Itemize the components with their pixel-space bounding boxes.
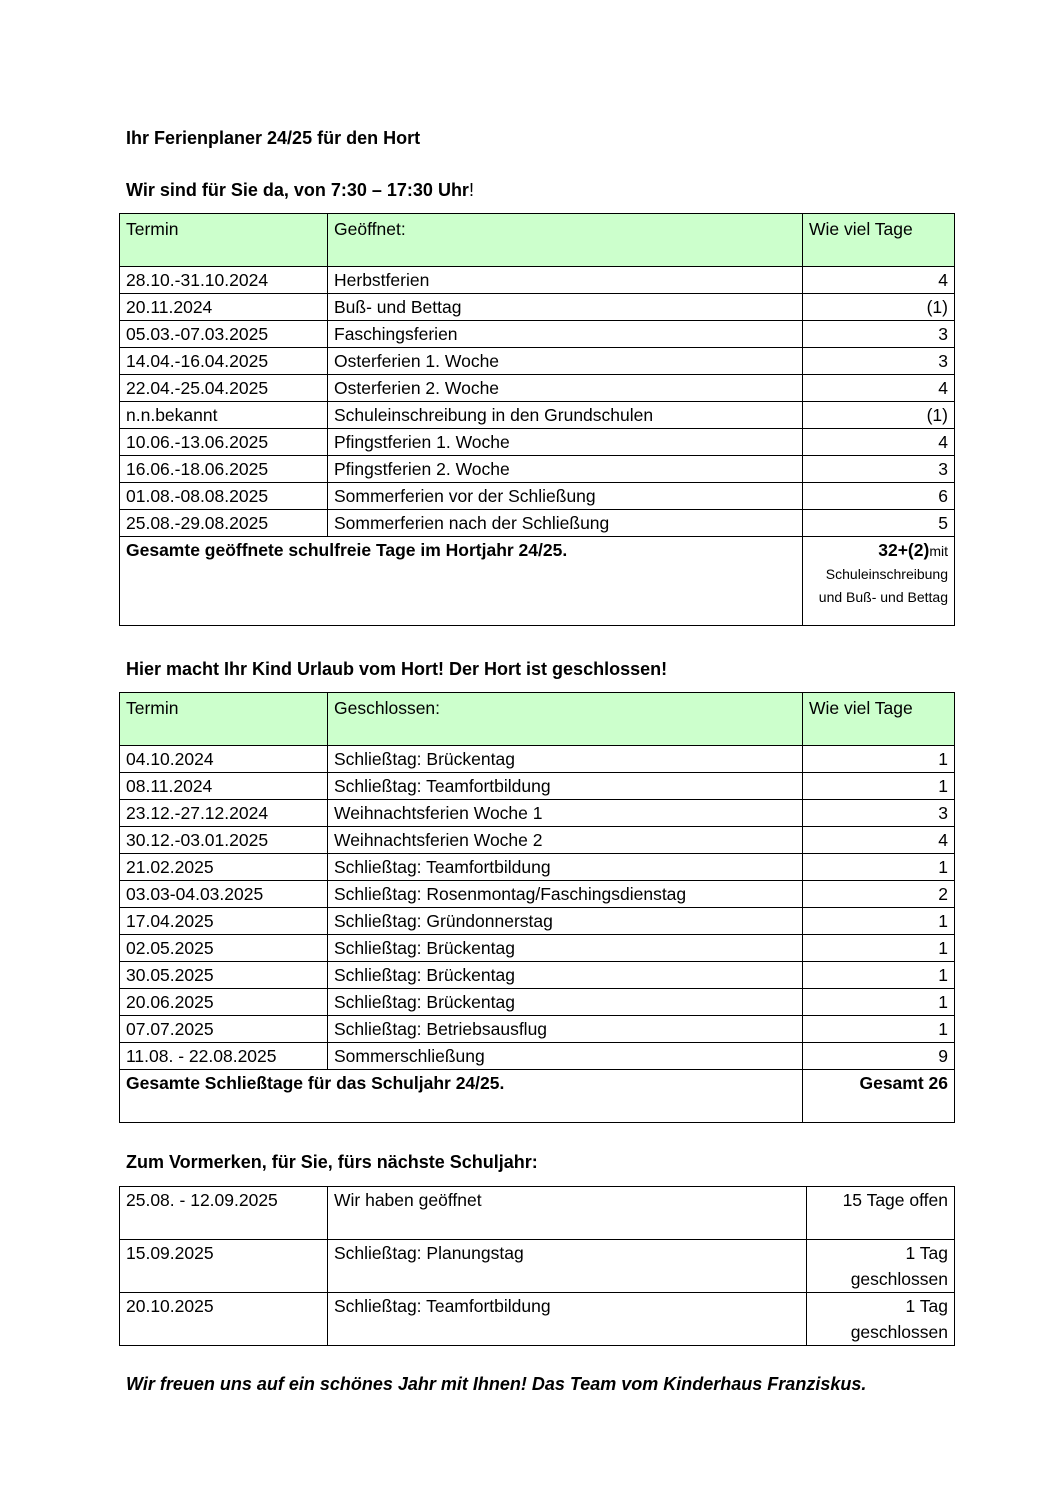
row-date: 03.03-04.03.2025 [120, 881, 328, 908]
table-header-row [120, 693, 955, 746]
row-days-line1: 1 Tag [905, 1296, 948, 1316]
row-days [807, 1187, 955, 1240]
row-label: Buß- und Bettag [328, 294, 803, 321]
row-label: Schließtag: Rosenmontag/Faschingsdienstag [328, 881, 803, 908]
row-days: 2 [803, 881, 955, 908]
table-row [120, 321, 955, 348]
row-days: 1 [803, 746, 955, 773]
row-days: 1 [803, 935, 955, 962]
row-label: Sommerferien vor der Schließung [328, 483, 803, 510]
row-days-line1: 1 Tag [905, 1243, 948, 1263]
row-label: Schließtag: Betriebsausflug [328, 1016, 803, 1043]
row-date: n.n.bekannt [120, 402, 328, 429]
row-days: 1 [803, 908, 955, 935]
header-termin: Termin [120, 214, 328, 267]
header-geoeffnet: Geöffnet: [328, 214, 803, 267]
row-days: 3 [803, 321, 955, 348]
row-days: 3 [803, 800, 955, 827]
table-row [120, 483, 955, 510]
row-label: Herbstferien [328, 267, 803, 294]
row-days: 6 [803, 483, 955, 510]
open-total-cell [803, 537, 955, 626]
row-date: 28.10.-31.10.2024 [120, 267, 328, 294]
row-days: 1 [803, 773, 955, 800]
table-row [120, 854, 955, 881]
row-days: 5 [803, 510, 955, 537]
row-label: Faschingsferien [328, 321, 803, 348]
row-date: 15.09.2025 [120, 1240, 328, 1293]
table-row [120, 1043, 955, 1070]
row-days-line2: geschlossen [850, 1322, 948, 1342]
row-label: Weihnachtsferien Woche 2 [328, 827, 803, 854]
row-days: 1 [803, 854, 955, 881]
row-label: Schließtag: Teamfortbildung [328, 854, 803, 881]
row-days: 1 [803, 989, 955, 1016]
row-label: Wir haben geöffnet [328, 1187, 807, 1240]
open-days-table [119, 213, 955, 626]
row-date: 20.10.2025 [120, 1293, 328, 1346]
row-label: Schließtag: Brückentag [328, 989, 803, 1016]
row-days: 3 [803, 348, 955, 375]
table-row [120, 1016, 955, 1043]
open-heading-bold: Wir sind für Sie da, von 7:30 – 17:30 Uhr [126, 180, 469, 200]
row-label: Schließtag: Gründonnerstag [328, 908, 803, 935]
row-date: 08.11.2024 [120, 773, 328, 800]
row-date: 25.08. - 12.09.2025 [120, 1187, 328, 1240]
table-row [120, 348, 955, 375]
row-label: Schließtag: Teamfortbildung [328, 773, 803, 800]
header-tage: Wie viel Tage [803, 693, 955, 746]
table-row [120, 294, 955, 321]
row-days: (1) [803, 294, 955, 321]
table-row [120, 1293, 955, 1346]
next-year-table [119, 1186, 955, 1346]
table-header-row [120, 214, 955, 267]
table-row [120, 827, 955, 854]
row-label: Osterferien 2. Woche [328, 375, 803, 402]
row-days: (1) [803, 402, 955, 429]
row-days: 9 [803, 1043, 955, 1070]
footer-note: Wir freuen uns auf ein schönes Jahr mit Ihnen! Das Team vom Kinderhaus Franziskus. [126, 1374, 867, 1394]
row-label: Schließtag: Planungstag [328, 1240, 807, 1293]
row-label: Schließtag: Brückentag [328, 746, 803, 773]
row-date: 30.12.-03.01.2025 [120, 827, 328, 854]
row-date: 23.12.-27.12.2024 [120, 800, 328, 827]
row-label: Schließtag: Brückentag [328, 962, 803, 989]
row-date: 20.06.2025 [120, 989, 328, 1016]
table-row [120, 773, 955, 800]
row-days: 4 [803, 827, 955, 854]
closed-days-table [119, 692, 955, 1123]
closed-total-value: Gesamt 26 [803, 1070, 955, 1123]
next-year-heading: Zum Vormerken, für Sie, fürs nächste Schuljahr: [126, 1152, 538, 1172]
row-days: 4 [803, 429, 955, 456]
header-geschlossen: Geschlossen: [328, 693, 803, 746]
open-heading-tail: ! [468, 180, 474, 200]
row-days-line1: 15 Tage offen [842, 1190, 948, 1210]
row-date: 25.08.-29.08.2025 [120, 510, 328, 537]
row-label: Pfingstferien 1. Woche [328, 429, 803, 456]
table-row [120, 510, 955, 537]
open-total-value: 32+(2) [878, 540, 930, 560]
table-row [120, 908, 955, 935]
row-date: 17.04.2025 [120, 908, 328, 935]
row-label: Sommerferien nach der Schließung [328, 510, 803, 537]
table-row [120, 935, 955, 962]
row-date: 02.05.2025 [120, 935, 328, 962]
table-row [120, 800, 955, 827]
row-label: Pfingstferien 2. Woche [328, 456, 803, 483]
row-date: 21.02.2025 [120, 854, 328, 881]
table-row [120, 429, 955, 456]
row-days-line2: geschlossen [850, 1269, 948, 1289]
row-label: Sommerschließung [328, 1043, 803, 1070]
row-label: Schließtag: Teamfortbildung [328, 1293, 807, 1346]
table-row [120, 746, 955, 773]
closed-total-row [120, 1070, 955, 1123]
closed-total-label: Gesamte Schließtage für das Schuljahr 24/25. [120, 1070, 803, 1123]
row-days [807, 1293, 955, 1346]
row-label: Schließtag: Brückentag [328, 935, 803, 962]
table-row [120, 267, 955, 294]
row-date: 10.06.-13.06.2025 [120, 429, 328, 456]
row-label: Weihnachtsferien Woche 1 [328, 800, 803, 827]
open-section-heading [126, 180, 474, 201]
row-days: 1 [803, 1016, 955, 1043]
row-date: 05.03.-07.03.2025 [120, 321, 328, 348]
table-row [120, 962, 955, 989]
row-date: 16.06.-18.06.2025 [120, 456, 328, 483]
row-label: Osterferien 1. Woche [328, 348, 803, 375]
header-termin: Termin [120, 693, 328, 746]
row-date: 22.04.-25.04.2025 [120, 375, 328, 402]
row-date: 01.08.-08.08.2025 [120, 483, 328, 510]
table-row [120, 456, 955, 483]
row-days [807, 1240, 955, 1293]
header-tage: Wie viel Tage [803, 214, 955, 267]
row-days: 3 [803, 456, 955, 483]
row-date: 30.05.2025 [120, 962, 328, 989]
row-date: 14.04.-16.04.2025 [120, 348, 328, 375]
closed-section-heading: Hier macht Ihr Kind Urlaub vom Hort! Der Hort ist geschlossen! [126, 659, 668, 679]
row-days: 1 [803, 962, 955, 989]
table-row [120, 1240, 955, 1293]
table-row [120, 881, 955, 908]
row-date: 11.08. - 22.08.2025 [120, 1043, 328, 1070]
table-row [120, 1187, 955, 1240]
table-row [120, 989, 955, 1016]
row-label: Schuleinschreibung in den Grundschulen [328, 402, 803, 429]
table-row [120, 402, 955, 429]
row-date: 20.11.2024 [120, 294, 328, 321]
row-days: 4 [803, 267, 955, 294]
row-days: 4 [803, 375, 955, 402]
row-date: 04.10.2024 [120, 746, 328, 773]
open-total-note: mit Schuleinschreibung und Buß- und Bettag [818, 543, 948, 605]
open-total-row [120, 537, 955, 626]
page-title: Ihr Ferienplaner 24/25 für den Hort [126, 128, 421, 148]
row-date: 07.07.2025 [120, 1016, 328, 1043]
table-row [120, 375, 955, 402]
open-total-label: Gesamte geöffnete schulfreie Tage im Hortjahr 24/25. [120, 537, 803, 626]
